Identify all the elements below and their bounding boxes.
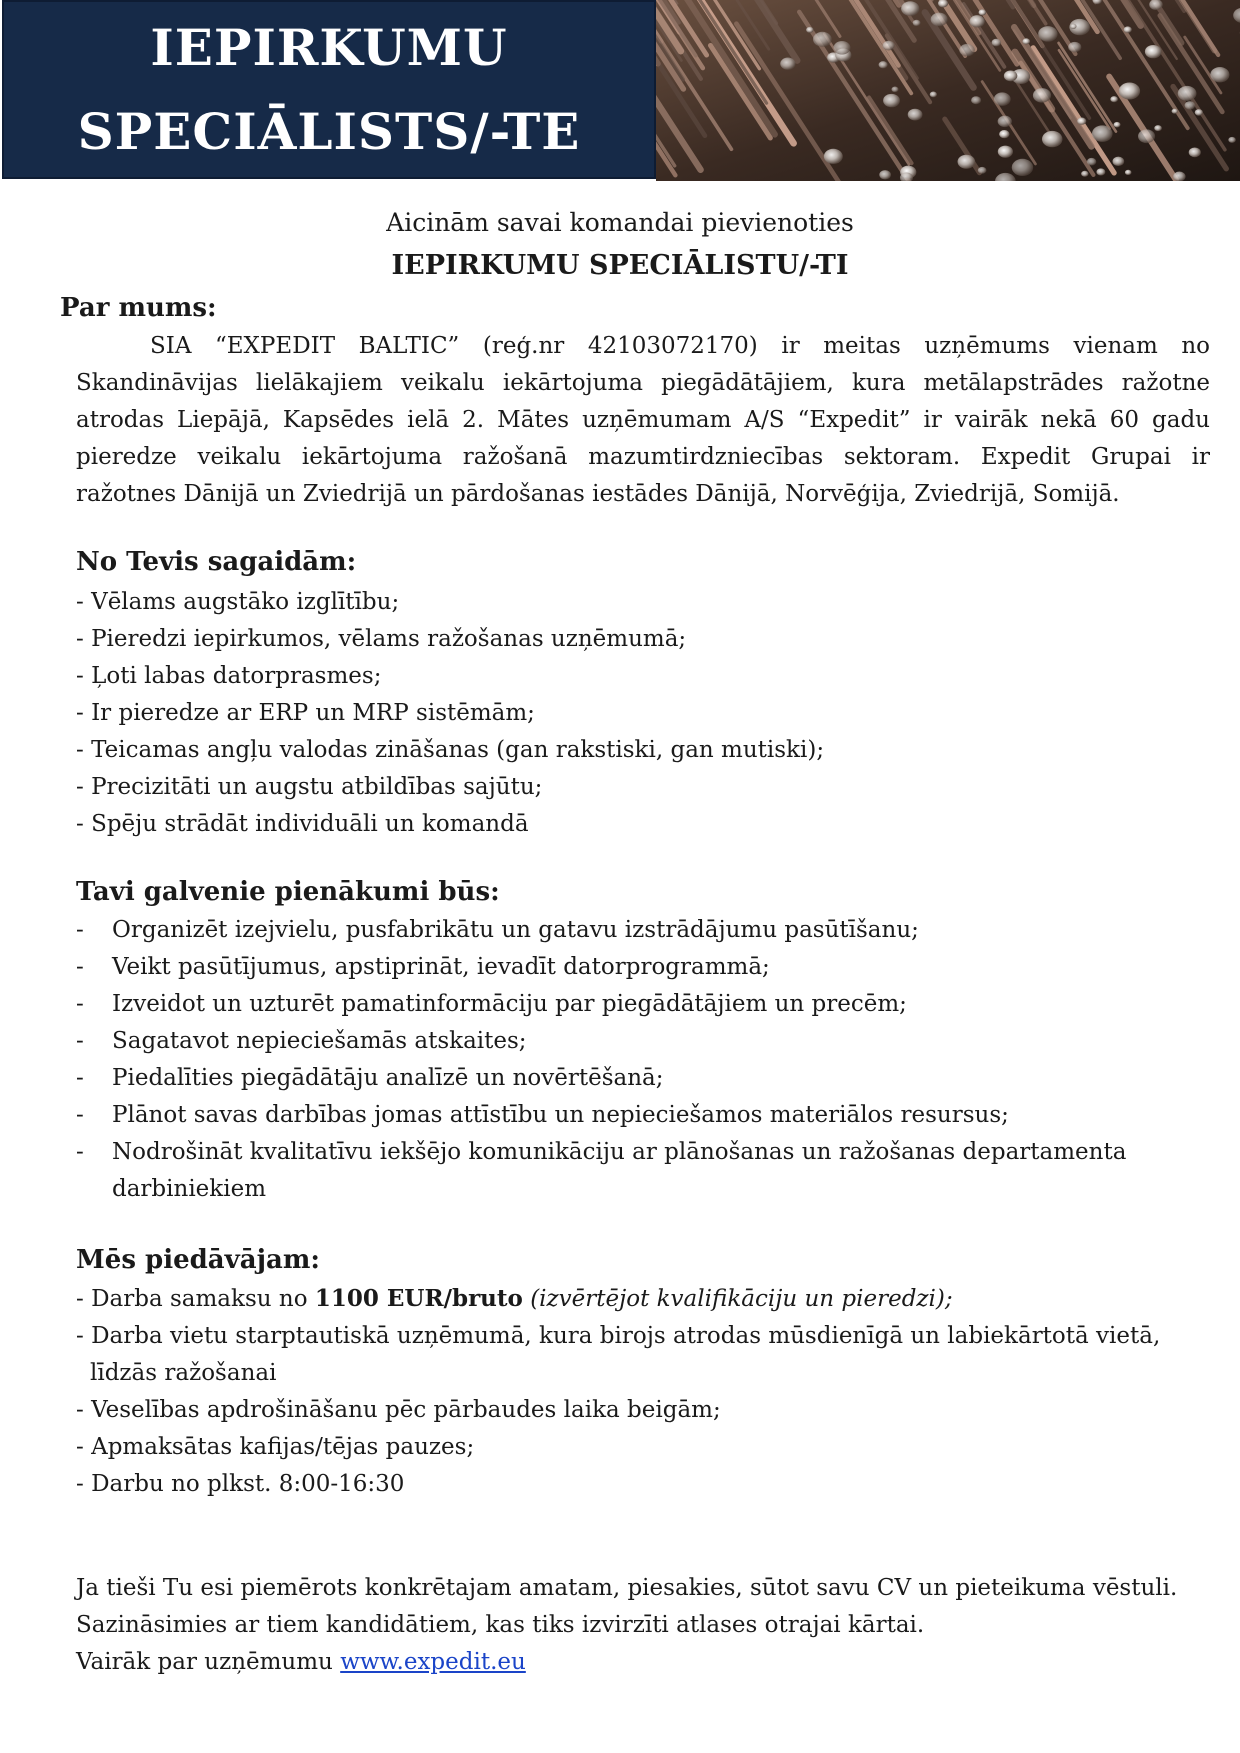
rod-end [1124, 26, 1132, 33]
invitation-text: Aicinām savai komandai pievienoties [386, 208, 854, 237]
rod-end [1042, 131, 1063, 147]
banner-title-box [2, 0, 656, 179]
offer-item: - Darbu no plkst. 8:00-16:30 [76, 1471, 405, 1497]
about-text: SIA “EXPEDIT BALTIC” (reģ.nr 42103072170) ir meitas uzņēmums vienam no Skandināvijas lielākajiem veikalu iekārtojuma piegādātājiem, kura metālapstrādes ražotne atrodas Liepājā, Kapsēdes ielā 2. Mātes uzņēmumam A/S “Expedit” ir vairāk nekā 60 gadu pieredze veikalu iekārtojuma ražošanā mazumtirdzniecības sektoram. Expedit Grupai ir ražotnes Dānijā un Zviedrijā un pārdošanas iestādes Dānijā, Norvēģija, Zviedrijā, Somijā. [76, 333, 1210, 507]
rod-end [1070, 24, 1076, 29]
rod-end [879, 170, 891, 179]
rod-end [1154, 125, 1162, 131]
duty-item: - Veikt pasūtījumus, apstiprināt, ievadīt datorprogrammā; [76, 949, 1216, 986]
rod-end [994, 92, 1011, 105]
rod-end [883, 94, 900, 107]
rod-end [1022, 38, 1030, 44]
rod-end [1195, 109, 1203, 116]
position-title: IEPIRKUMU SPECIĀLISTU/-TI [391, 250, 849, 281]
rod-end [1210, 67, 1229, 82]
rod-end [959, 44, 974, 56]
duty-item: - Organizēt izejvielu, pusfabrikātu un gatavu izstrādājumu pasūtīšanu; [76, 912, 1216, 949]
rod-end [999, 130, 1009, 138]
rod-end [931, 13, 948, 27]
requirement-item: - Precizitāti un augstu atbildības sajūtu; [76, 774, 543, 800]
duties-heading: Tavi galvenie pienākumi būs: [76, 877, 500, 907]
rod-end [833, 41, 850, 55]
metal-rods-photo [656, 0, 1240, 181]
offer-item: - Veselības apdrošināšanu pēc pārbaudes laika beigām; [76, 1397, 721, 1423]
rod-end [1173, 171, 1185, 181]
rod-end [1087, 158, 1096, 166]
rod-end [1113, 157, 1125, 166]
rod-end [908, 109, 923, 121]
rod-end [1033, 88, 1051, 103]
closing-line1: Ja tieši Tu esi piemērots konkrētajam amatam, piesakies, sūtot savu CV un pieteikuma vēstuli. [76, 1575, 1178, 1601]
rod-end [1178, 86, 1197, 101]
rod-end [1096, 168, 1105, 175]
rod-end [813, 32, 832, 47]
rod-end [992, 39, 1002, 47]
duty-item: - Nodrošināt kvalitatīvu iekšējo komunikāciju ar plānošanas un ražošanas departamenta darbiniekiem [76, 1134, 1136, 1208]
offer-heading: Mēs piedāvājam: [76, 1245, 320, 1275]
rod-end [913, 20, 921, 26]
rod-end [1081, 171, 1088, 177]
salary-prefix: - Darba samaksu no [76, 1286, 315, 1312]
offer-item: - Darba vietu starptautiskā uzņēmumā, kura birojs atrodas mūsdienīgā un labiekārtotā vietā, līdzās ražošanai [76, 1323, 1161, 1386]
rod-end [1145, 45, 1162, 58]
requirement-item: - Teicamas angļu valodas zināšanas (gan rakstiski, gan mutiski); [76, 737, 825, 763]
rod-end [1004, 70, 1018, 81]
rod-end [930, 92, 937, 98]
more-info-prefix: Vairāk par uzņēmumu [76, 1649, 341, 1675]
rod-end [1189, 147, 1201, 157]
requirements-list [76, 584, 1216, 843]
metal-rods-image [656, 0, 1240, 181]
duty-item: - Sagatavot nepieciešamās atskaites; [76, 1023, 1216, 1060]
rod-end [1092, 125, 1113, 142]
rod-end [891, 87, 898, 93]
rod-end [998, 146, 1013, 158]
salary-note: (izvērtējot kvalifikāciju un pieredzi); [530, 1286, 953, 1312]
rod-end [1038, 26, 1057, 42]
salary-amount: 1100 EUR/bruto [314, 1285, 523, 1312]
rod-end [979, 9, 987, 15]
duty-item: - Plānot savas darbības jomas attīstību un nepieciešamos materiālos resursus; [76, 1097, 1216, 1134]
closing-section [76, 1570, 1226, 1681]
header-banner [0, 0, 1240, 181]
closing-line3 [76, 1644, 1226, 1681]
requirement-item: - Ļoti labas datorprasmes; [76, 663, 382, 689]
rod-end [1077, 118, 1086, 125]
about-heading: Par mums: [60, 293, 217, 323]
rod-end [1068, 42, 1081, 52]
rod-end [883, 41, 895, 51]
banner-title-line1: IEPIRKUMU [150, 17, 508, 77]
requirement-item: - Ir pieredze ar ERP un MRP sistēmām; [76, 700, 535, 726]
rod-end [901, 1, 919, 16]
closing-line2: Sazināsimies ar tiem kandidātiem, kas tiks izvirzīti atlases otrajai kārtai. [76, 1612, 925, 1638]
rod-end [806, 27, 814, 33]
banner-title-line2: SPECIĀLISTS/-TE [77, 101, 581, 161]
rod-end [978, 167, 987, 174]
offer-item: - Apmaksātas kafijas/tējas pauzes; [76, 1434, 475, 1460]
rod-end [971, 96, 981, 104]
rod-end [780, 58, 795, 70]
rod-end [1138, 129, 1155, 143]
rod-end [958, 155, 976, 169]
duty-item: - Piedalīties piegādātāju analīzē un novērtēšanā; [76, 1060, 1216, 1097]
duties-list [76, 912, 1216, 1208]
duty-item: - Izveidot un uzturēt pamatinformāciju par piegādātājiem un precēm; [76, 986, 1216, 1023]
rod-end [879, 61, 888, 68]
rod-end [824, 149, 843, 164]
requirement-item: - Vēlams augstāko izglītību; [76, 589, 400, 615]
rod-end [1119, 83, 1140, 100]
rod-end [1114, 122, 1121, 128]
rod-end [1125, 170, 1132, 175]
about-paragraph [76, 328, 1210, 513]
rod-end [970, 15, 985, 27]
requirement-item: - Pieredzi iepirkumos, vēlams ražošanas uzņēmumā; [76, 626, 687, 652]
rod-end [1185, 101, 1196, 110]
rod-end [998, 116, 1012, 127]
rod-end [1172, 109, 1178, 114]
company-website-link[interactable]: www.expedit.eu [340, 1649, 526, 1675]
offer-list [76, 1280, 1226, 1503]
rod-end [1012, 159, 1033, 176]
requirement-item: - Spēju strādāt individuāli un komandā [76, 811, 529, 837]
salary-item [76, 1280, 1226, 1318]
rod-end [1110, 96, 1118, 102]
rod-end [1228, 137, 1236, 143]
requirements-heading: No Tevis sagaidām: [76, 547, 357, 577]
